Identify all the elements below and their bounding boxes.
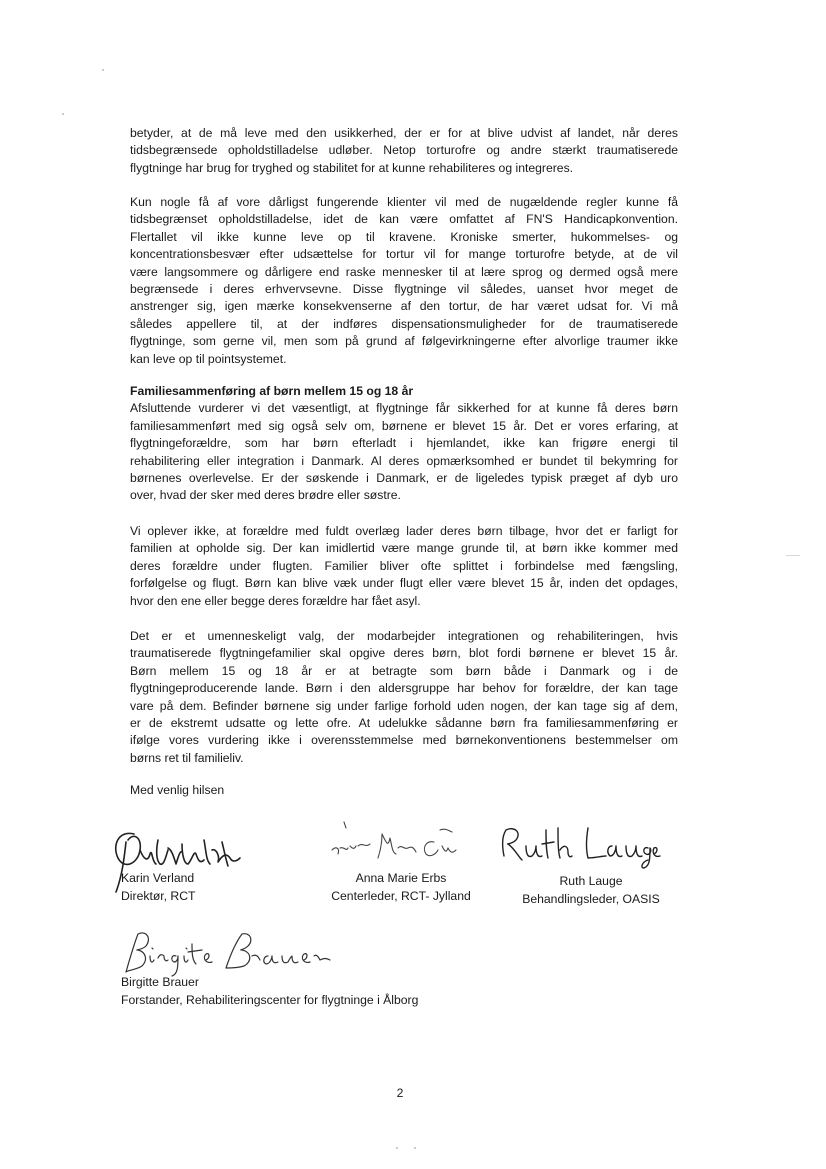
text-line: begrænsede i deres erhvervsevne. Disse flygtninge vil således, uanset hvor meget de [130,282,678,297]
signatory-title: Forstander, Rehabiliteringscenter for flygtninge i Ålborg [121,993,419,1007]
text-line: Afsluttende vurderer vi det væsentligt, at flygtninge får sikkerhed for at kunne få deres børn [130,401,678,416]
text-line: ifølge vores vurdering ikke i overensstemmelse med børnekonventionens bestemmelser om [130,733,678,748]
body-paragraph [130,125,678,177]
text-line: flygtninge, som gerne vil, men som på grund af følgevirkningerne efter alvorlige traumer ikke [130,334,678,349]
scan-speck [62,113,64,115]
page-number: 2 [396,1086,404,1100]
text-line: børns ret til familieliv. [130,750,244,765]
text-line: vare på dem. Befinder børnene sig under farlige forhold uden nogen, der kan tage sig af dem, [130,698,678,713]
text-line: tidsbegrænsede opholdstilladelse udløber. Netop torturofre og andre stærkt traumatiserede [130,143,678,158]
text-line: være langsommere og dårligere end raske mennesker til at lære sprog og dermed også mere [130,264,678,279]
text-line: således appellere til, at der indføres dispensationsmuligheder for de traumatiserede [130,316,678,331]
signatory-name: Anna Marie Erbs [355,871,447,885]
body-paragraph [130,628,678,767]
text-line: Vi oplever ikke, at forældre med fuldt overlæg lader deres børn tilbage, hvor det er farligt for [130,524,678,538]
text-line: familien at opholde sig. Der kan imidlertid være mange grunde til, at børn ikke kommer med [130,541,678,556]
body-paragraph [130,523,678,610]
signatory-title: Centerleder, RCT- Jylland [331,889,471,903]
signatory-title: Direktør, RCT [121,889,196,903]
text-line: Flertallet vil ikke kunne leve op til kravene. Kroniske smerter, hukommelses- og [130,229,678,244]
text-line: anstrenger sig, igen mærke konsekvenserne af den tortur, de har været udsat for. Vi må [130,299,678,314]
text-line: flygtningeforældre, som har børn efterladt i hjemlandet, ikke kan frigøre energi til [130,436,678,451]
text-line: familiesammenført med sig også selv om, børnene er blevet 15 år. Det er vores erfaring, at [130,418,678,433]
signatory-title: Behandlingsleder, OASIS [522,892,660,906]
closing-greeting: Med venlig hilsen [130,783,225,797]
scan-speck [102,69,104,71]
body-paragraph [130,194,678,368]
scan-speck [396,1147,398,1149]
signatory-name: Karin Verland [121,871,195,885]
signatory-name: Birgitte Brauer [121,975,199,989]
text-line: betyder, at de må leve med den usikkerhed, der er for at blive udvist af landet, når deres [130,126,678,140]
handwritten-signature-2 [326,818,476,868]
text-line: Kun nogle få af vore dårligst fungerende klienter vil med de nugældende regler kunne få [130,195,678,209]
text-line: kan leve op til pointsystemet. [130,351,287,366]
text-line: deres forældre under flugten. Familier bliver ofte splittet i forbindelse med fængsling, [130,558,678,573]
text-line: forfølgelse og flugt. Børn kan blive væk under flugt eller være blevet 15 år, inden det opdages, [130,576,678,591]
body-paragraph [130,383,678,505]
text-line: traumatiserede flygtningefamilier skal opgive deres børn, blot fordi børnene er blevet 15 år. [130,646,678,661]
text-line: rehabilitering eller integration i Danmark. Al deres opmærksomhed er bundet til bekymring for [130,453,678,468]
text-line: flygtninge har brug for tryghed og stabilitet for at kunne rehabiliteres og integreres. [130,160,574,175]
handwritten-signature-4 [112,928,332,980]
text-line: koncentrationsbesvær efter udsættelse for tortur vil for mange torturofre betyde, at de vil [130,247,678,262]
text-line: børnenes overlevelse. Er der søskende i Danmark, er de ligeledes typisk præget af dyb uro [130,471,678,486]
handwritten-signature-3 [492,822,662,872]
text-line: over, hvad der sker med deres brødre eller søstre. [130,488,401,503]
text-line: flygtningeproducerende lande. Børn i den aldersgruppe har behov for forældre, der kan tage [130,681,678,696]
text-line: tidsbegrænset opholdstilladelse, idet de kan være omfattet af FN'S Handicapkonvention. [130,212,678,227]
signatory-name: Ruth Lauge [559,874,623,888]
text-line: Det er et umenneskeligt valg, der modarbejder integrationen og rehabiliteringen, hvis [130,629,678,643]
margin-mark [786,555,800,556]
text-line: Børn mellem 15 og 18 år er at betragte som børn både i Danmark og i de [130,663,678,678]
section-heading: Familiesammenføring af børn mellem 15 og 18 år [130,384,414,398]
text-line: hvor den ene eller begge deres forældre har fået asyl. [130,593,421,608]
handwritten-signature-1 [104,820,264,900]
scan-speck [414,1147,416,1149]
text-line: er de ekstremt udsatte og lette ofre. At udelukke sådanne børn fra familiesammenføring er [130,716,678,731]
